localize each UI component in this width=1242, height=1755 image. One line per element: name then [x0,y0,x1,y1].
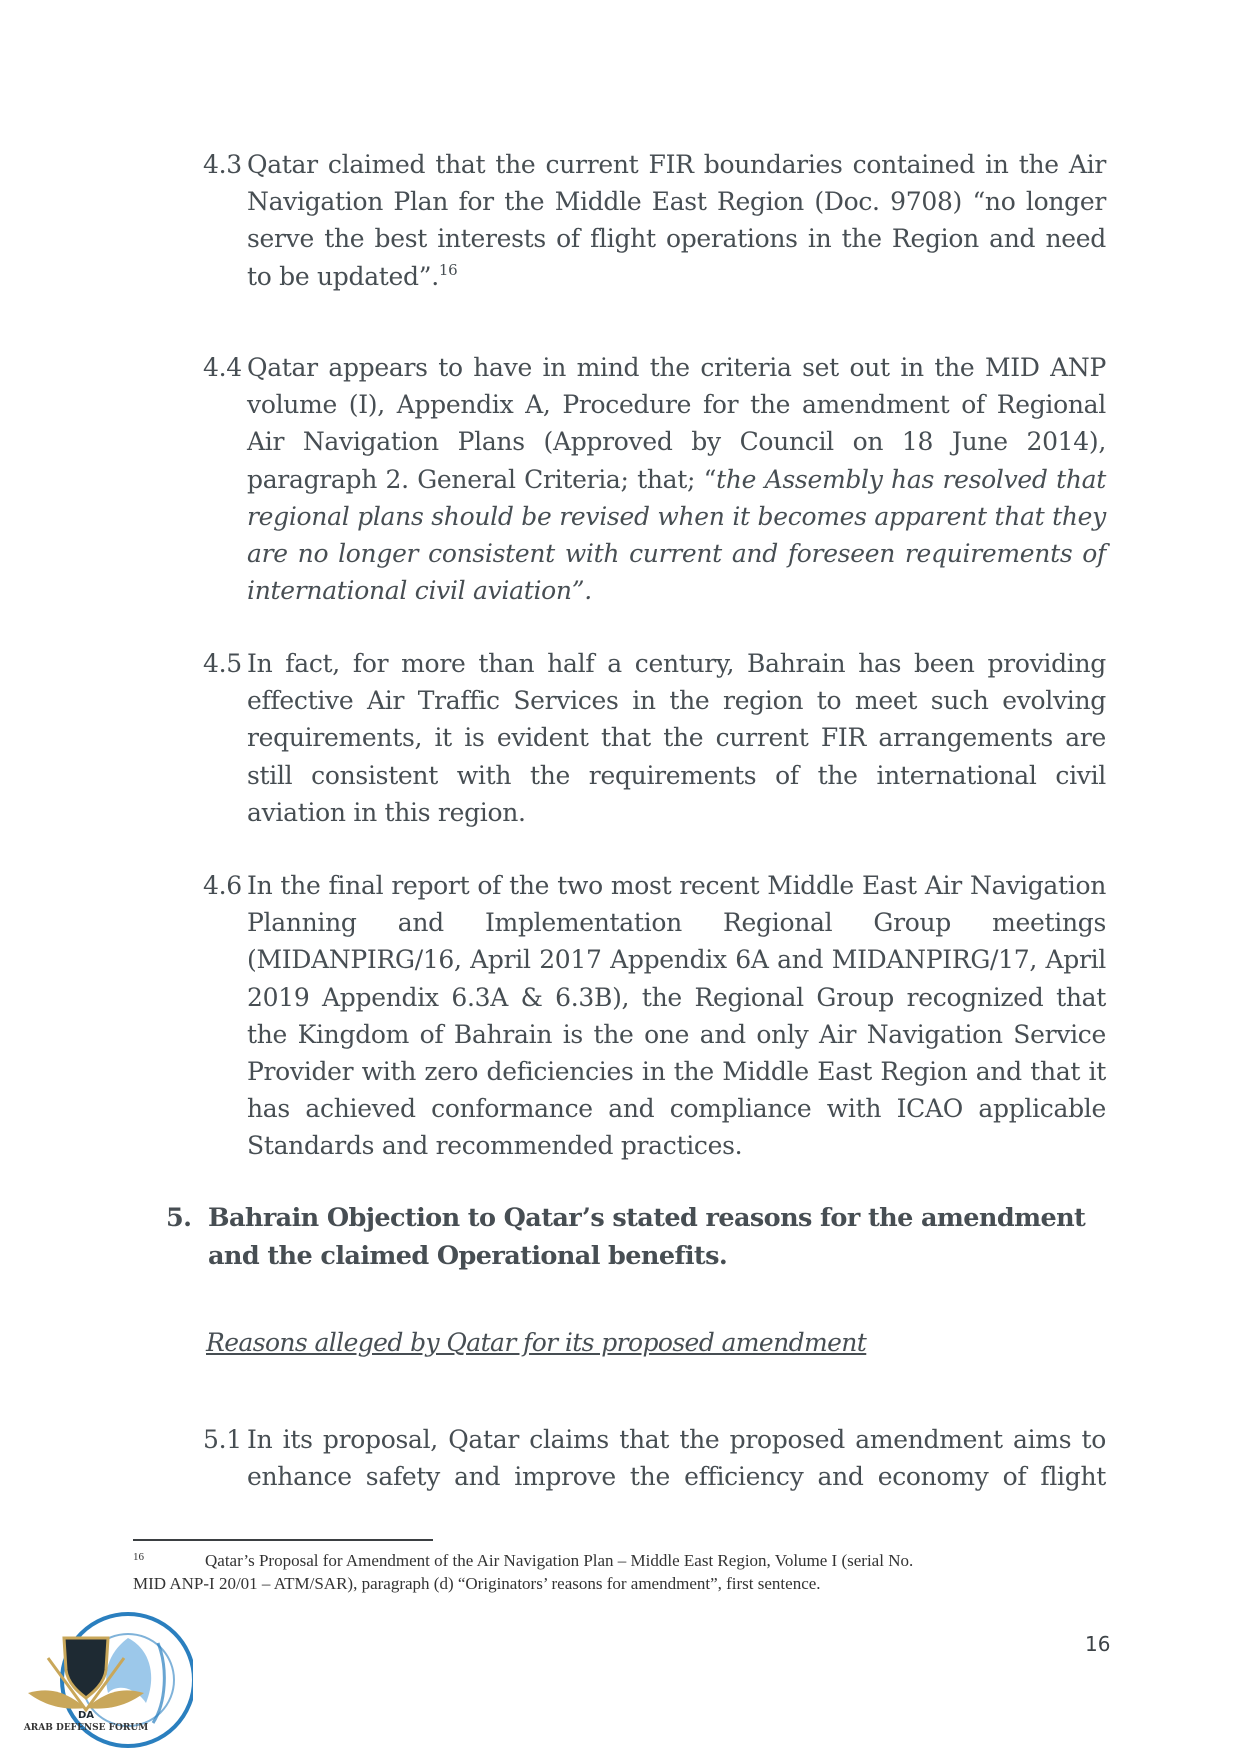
official-seal-stamp-icon [8,1598,193,1748]
paragraph-number: 4.6 [203,871,242,900]
footnote-reference[interactable]: 16 [438,260,458,279]
paragraph-text: Qatar appears to have in mind the criteria set out in the MID ANP volume (I), Appendix A, Procedure for the amendment of Regional Air Navigation Plans (Approved by Council on 18 June 2014), paragraph 2. General Criteria; that; “the Assembly has resolved that regional plans should be revised when it becomes apparent that they are no longer consistent with current and foreseen requirements of international civil aviation”. [247,353,1107,606]
page-number: 16 [1085,1632,1111,1656]
paragraph-4-3 [203,146,1106,295]
footnote-line-1: Qatar’s Proposal for Amendment of the Air Navigation Plan – Middle East Region, Volume I (serial No. [205,1551,914,1570]
seal-graphic [8,1598,193,1748]
paragraph-4-5 [203,645,1106,831]
section-title: Bahrain Objection to Qatar’s stated reasons for the amendment and the claimed Operational benefits. [208,1203,1086,1271]
quoted-italic-text: the Assembly has resolved that regional plans should be revised when it becomes apparent that they are no longer consistent with current and foreseen requirements of international civil aviation”. [247,464,1107,606]
paragraph-text: Qatar claimed that the current FIR boundaries contained in the Air Navigation Plan for the Middle East Region (Doc. 9708) “no longer serve the best interests of flight operations in the Region and need to be updated”.$^{16}$ [247,150,1106,291]
paragraph-5-1 [203,1421,1106,1533]
paragraph-number: 4.3 [203,150,242,179]
svg-text:DA: DA [77,1710,95,1721]
subheading-reasons: Reasons alleged by Qatar for its proposed amendment [206,1328,867,1357]
section-number: 5. [166,1203,192,1233]
footnote-separator [133,1539,433,1541]
paragraph-number: 4.4 [203,353,242,382]
paragraph-text: In fact, for more than half a century, Bahrain has been providing effective Air Traffic Services in the region to meet such evolving requirements, it is evident that the current FIR arrangements are still consistent with the requirements of the international civil aviation in this region. [247,649,1106,827]
paragraph-text: In its proposal, Qatar claims that the proposed amendment aims to enhance safety and improve the efficiency and economy of flight [247,1425,1106,1492]
watermark-text: ARAB DEFENSE FORUM [23,1723,149,1733]
paragraph-text: In the final report of the two most recent Middle East Air Navigation Planning and Implementation Regional Group meetings (MIDANPIRG/16, April 2017 Appendix 6A and MIDANPIRG/17, April 2019 Appendix 6.3A & 6.3B), the Regional Group recognized that the Kingdom of Bahrain is the one and only Air Navigation Service Provider with zero deficiencies in the Middle East Region and that it has achieved conformance and compliance with ICAO applicable Standards and recommended practices. [247,871,1106,1161]
paragraph-4-6 [203,867,1106,1165]
footnote-number: 16 [133,1551,144,1563]
footnote-16 [133,1549,1083,1595]
paragraph-4-4 [203,349,1106,609]
footnote-line-2: MID ANP-I 20/01 – ATM/SAR), paragraph (d) “Originators’ reasons for amendment”, first sentence. [133,1574,821,1593]
paragraph-number: 5.1 [203,1425,242,1454]
paragraph-number: 4.5 [203,649,242,678]
section-5-heading [166,1199,1106,1275]
